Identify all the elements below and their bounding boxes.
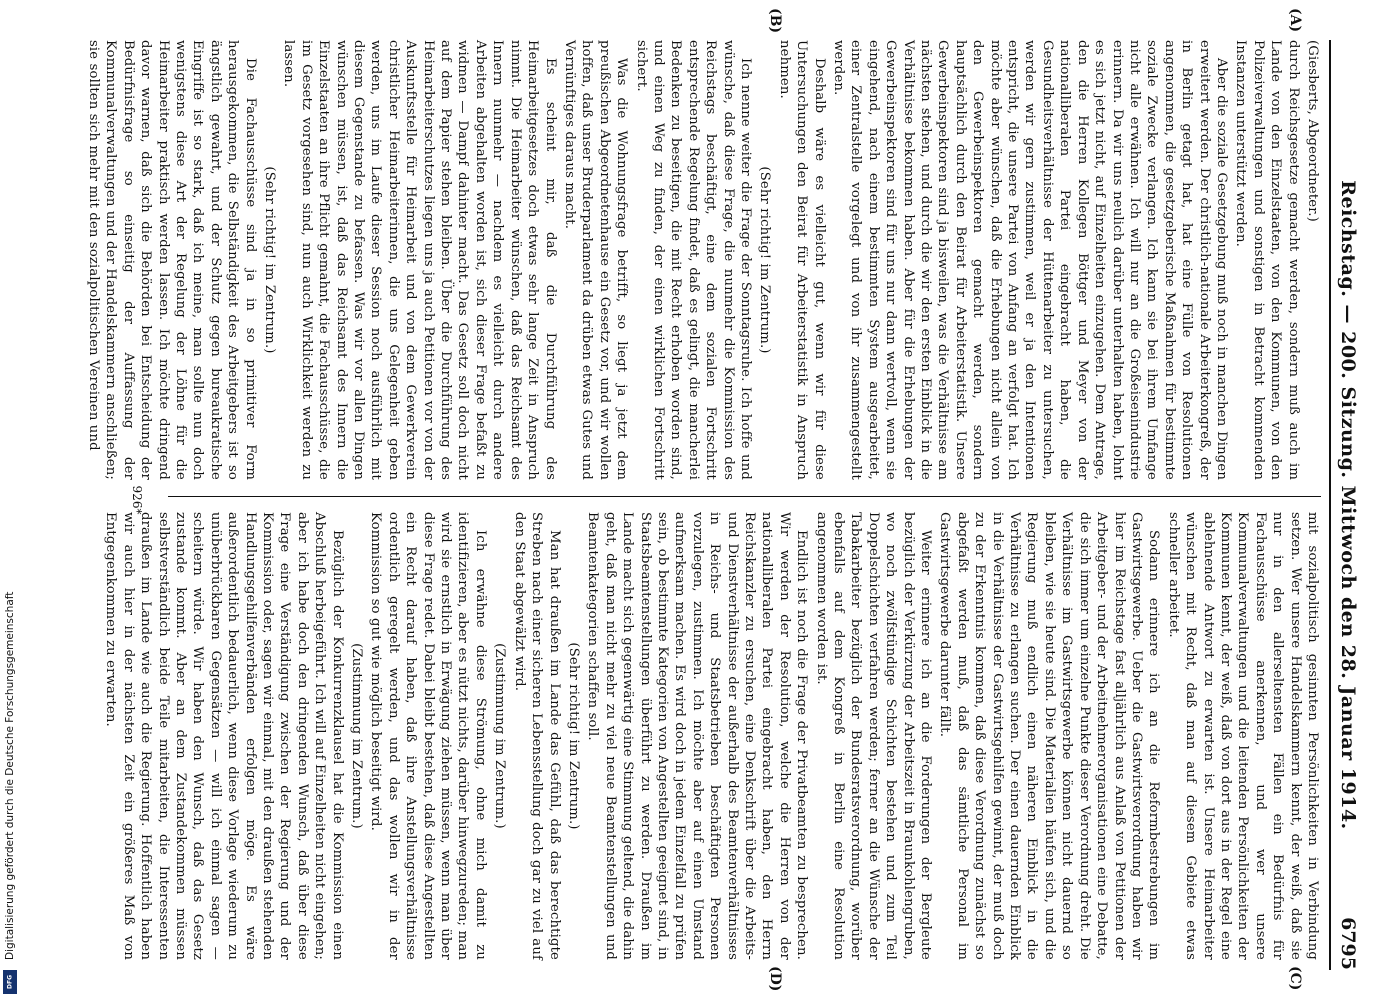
credit-text: Digitalisierung gefördert durch die Deutsche Forschungsgemeinschaft	[4, 591, 16, 960]
interjection: (Zustimmung im Zentrum.)	[492, 643, 508, 829]
paragraph: Weiter erinnere ich an die Forderungen der Bergleute bezüglich der Verkürzung der Arbeitszeit in Braunkohlengruben, wo noch zwölfstündige Schichten bestehen und zum Teil Doppelschichten verfahren werden; ferner an die Wünsche der Tabakarbeiter bezüglich der Bundesratsverordnung, worüber ebenfalls auf dem Kongreß in Berlin eine Resolution angenommen worden ist.	[813, 512, 934, 960]
interjection: (Zustimmung im Zentrum.)	[349, 643, 365, 829]
paragraph: Es scheint mir, daß die Durchführung des Heimarbeitgesetzes doch etwas sehr lange Zeit in Anspruch nimmt. Die Heimarbeiter wünschen, daß das Reichsamt des Innern nunmehr — nachdem es vielleicht durch andere Arbeiten abgehalten worden ist, sich dieser Frage befaßt zu widmen — Dampf dahinter macht. Das Gesetz soll doch nicht auf dem Papier stehen bleiben. Über die Durchführung des Heimarbeiterschutzes liegen uns ja auch Petitionen vor von der Auskunftsstelle für Heimarbeit und von dem Gewerkverein christlicher Heimarbeiterinnen, die uns Gelegenheit geben werden, uns im Laufe dieser Session noch ausführlich mit diesem Gegenstande zu befassen. Was wir vor allen Dingen wünschen müssen, ist, daß das Reichsamt des Innern die Einzelstaaten an ihre Pflicht gemahnt, die Fachausschüsse, die im Gesetz vorgesehen sind, nun auch Wirklichkeit werden zu lassen.	[281, 40, 558, 480]
paragraph: mit sozialpolitisch gesinnten Persönlichkeiten in Verbindung setzen. Wer unsere Handelskammern kennt, der weiß, daß sie nur in den allerseltensten Fällen ein Bedürfnis für Fachausschüsse anerkennen, und wer unsere Kommunalverwaltungen und die leitenden Persönlichkeiten der Kommunen kennt, der weiß, daß von dort aus in der Regel eine ablehnende Antwort zu erwarten ist. Unsere Heimarbeiter wünschen mit Recht, daß man auf diesem Gebiete etwas schneller arbeitet.	[1165, 512, 1320, 960]
paragraph: durch Reichsgesetze gemacht werden, sondern muß auch im Lande von den Einzelstaaten, von den Kommunen, von den Polizeiverwaltungen und sonstigen in Betracht kommenden Instanzen unterstützt werden.	[1233, 40, 1301, 480]
paragraph: Sodann erinnere ich an die Reformbestrebungen im Gastwirtsgewerbe. Ueber die Gastwirtsverordnung haben wir hier im Reichstage fast alljährlich aus Anlaß von Petitionen der Arbeitgeber- und der Arbeitnehmerorganisationen eine Debatte, die sich immer um einzelne Punkte dieser Verordnung dreht. Die Verhältnisse im Gastwirtsgewerbe können nicht dauernd so bleiben, wie sie heute sind. Die Materialien häufen sich, und die Regierung muß endlich einen näheren Einblick in die Verhältnisse zu erlangen suchen. Der einen dauernden Einblick in die Verhältnisse der Gastwirtsgehilfen gewinnt, der muß doch zu der Erkenntnis kommen, daß diese Verordnung zunächst so abgefaßt werden muß, daß das sämtliche Personal im Gastwirtsgewerbe darunter fällt.	[937, 512, 1162, 960]
right-column	[103, 512, 1321, 960]
speaker-note: (Giesberts, Abgeordneter.)	[1305, 40, 1320, 222]
paragraph: Ich nenne weiter die Frage der Sonntagsruhe. Ich hoffe und wünsche, daß diese Frage, die nunmehr die Kommission des Reichstags beschäftigt, eine dem sozialen Fortschritt entsprechende Regelung findet, daß es gelingt, die mancherlei Bedenken zu beseitigen, die mit Recht erhoben worden sind, und einen Weg zu finden, der einen wirklichen Fortschritt sichert.	[633, 40, 753, 480]
margin-letter-a: (A)	[1287, 8, 1303, 33]
left-column	[85, 40, 1321, 480]
scanned-page	[85, 0, 1373, 1000]
page-number: 6795	[1337, 917, 1359, 970]
margin-letter-b: (B)	[767, 8, 783, 34]
interjection: (Sehr richtig! im Zentrum.)	[565, 642, 581, 830]
paragraph: Ich erwähne diese Strömung, ohne mich damit zu identifizieren, aber es nützt nichts, darüber hinwegzureden; man wird sie ernstlich in Erwägung ziehen müssen, wenn man über diese Frage redet. Dabei bleibt bestehen, daß diese Angestellten ein Recht darauf haben, daß ihre Anstellungsverhältnisse ordentlich geregelt werden, und das wollen wir in der Kommission so gut wie möglich beseitigt wird.	[368, 512, 488, 960]
footer-page-mark: 926*	[130, 485, 144, 515]
paragraph: Man hat draußen im Lande das Gefühl, daß das berechtigte Streben nach einer sicheren Lebensstellung doch gar zu viel auf den Staat abgewälzt wird.	[511, 512, 562, 960]
interjection: (Sehr richtig! im Zentrum.)	[757, 166, 773, 354]
running-header	[1329, 40, 1365, 970]
margin-letter-c: (C)	[1287, 966, 1303, 991]
margin-letter-d: (D)	[767, 966, 783, 992]
interjection: (Sehr richtig! im Zentrum.)	[262, 166, 278, 354]
paragraph: Die Fachausschüsse sind ja in so primitiver Form herausgekommen, die Selbständigkeit des Arbeitgebers ist so ängstlich gewahrt, und der Schutz gegen bureaukratische Eingriffe ist so stark, daß ich meine, man sollte nun doch wenigstens diese Art der Regelung der Löhne für die Heimarbeiter praktisch werden lassen. Ich möchte dringend davor warnen, daß sich die Behörden bei Entscheidung der Bedürfnisfrage so einseitig der Auffassung der Kommunalverwaltungen und der Handelskammern anschließen; sie sollten sich mehr mit den sozialpolitischen Vereinen und	[85, 40, 258, 480]
column-divider	[168, 496, 1321, 497]
paragraph: Was die Wohnungsfrage betrifft, so liegt ja jetzt dem preußischen Abgeordnetenhause ein Gesetz vor, und wir wollen hoffen, daß unser Bruderparlament da drüben etwas Gutes und Vernünftiges daraus macht.	[561, 40, 630, 480]
paragraph: Deshalb wäre es vielleicht gut, wenn wir für diese Untersuchungen den Beirat für Arbeiterstatistik in Anspruch nehmen.	[776, 40, 827, 480]
paragraph: Aber die soziale Gesetzgebung muß noch in manchen Dingen erweitert werden. Der christlich-nationale Arbeiterkongreß, der in Berlin getagt hat, hat eine Fülle von Resolutionen angenommen, die gesetzgeberische Maßnahmen für bestimmte soziale Zwecke verlangen. Ich kann sie bei ihrem Umfange nicht alle erwähnen. Ich will nur an die Großeisenindustrie erinnern. Da wir uns neulich darüber unterhalten haben, lohnt es sich jetzt nicht, auf Einzelheiten einzugehen. Dem Antrage, den die Herren Kollegen Böttger und Meyer von der nationalliberalen Partei eingebracht haben, die Gesundheitsverhältnisse der Hüttenarbeiter zu untersuchen, werden wir gern zustimmen, weil er ja den Intentionen entspricht, die unsere Partei von Anfang an verfolgt hat. Ich möchte aber wünschen, daß die Erhebungen nicht allein von den Gewerbeinspektoren gemacht werden, sondern hauptsächlich durch den Beirat für Arbeiterstatistik. Unsere Gewerbeinspektoren sind ja bisweilen, was die Verhältnisse am nächsten stehen, und durch die wir den ersten Einblick in die Verhältnisse bekommen haben. Aber für die Erhebungen der Gewerbeinspektoren sind für uns nur dann wertvoll, wenn sie eingehend, nach einem bestimmten System ausgearbeitet, einer Zentralstelle vorgelegt und von ihr zusammengestellt werden.	[831, 40, 1229, 480]
page-title: Reichstag. — 200. Sitzung. Mittwoch den 28. Januar 1914.	[1337, 180, 1359, 830]
digitization-credit	[0, 0, 20, 1000]
paragraph: Endlich ist noch die Frage der Privatbeamten zu besprechen. Wir werden der Resolution, welche die Herren von der nationalliberalen Partei eingebracht haben, den Herrn Reichskanzler zu ersuchen, eine Denkschrift über die Arbeits- und Dienstverhältnisse der außerhalb des Beamtenverhältnisses in Reichs- und Staatsbetrieben beschäftigten Personen vorzulegen, zustimmen. Ich möchte aber auf einen Umstand aufmerksam machen. Es wird doch in jedem Einzelfall zu prüfen sein, ob bestimmte Kategorien von Angestellten geeignet sind, in Staatsbeamtenstellungen überführt zu werden. Draußen im Lande macht sich gegenwärtig eine Stimmung geltend, die dahin geht, daß man nicht mehr zu viel neue Beamtenstellungen und Beamtenkategorien schaffen soll.	[585, 512, 810, 960]
paragraph: Bezüglich der Konkurrenzklausel hat die Kommission einen Abschluß herbeigeführt. Ich will auf Einzelheiten nicht eingehen; aber ich habe doch den dringenden Wunsch, daß über diese Frage eine Verständigung zwischen der Regierung und der Kommission oder, sagen wir einmal, mit den draußen stehenden Handlungsgehilfenverbänden erfolgen möge. Es wäre außerordentlich bedauerlich, wenn diese Vorlage wiederum zu unüberbrückbaren Gegensätzen — will ich einmal sagen — scheitern würde. Wir haben den Wunsch, daß das Gesetz zustande kommt. Aber an dem Zustandekommen müssen selbstverständlich beide Teile mitarbeiten, die Interessenten draußen im Lande wie auch die Regierung. Hoffentlich haben wir auch hier in der nächsten Zeit ein größeres Maß von Entgegenkommen zu erwarten.	[103, 512, 345, 960]
dfg-logo-icon: DFG	[3, 970, 17, 994]
